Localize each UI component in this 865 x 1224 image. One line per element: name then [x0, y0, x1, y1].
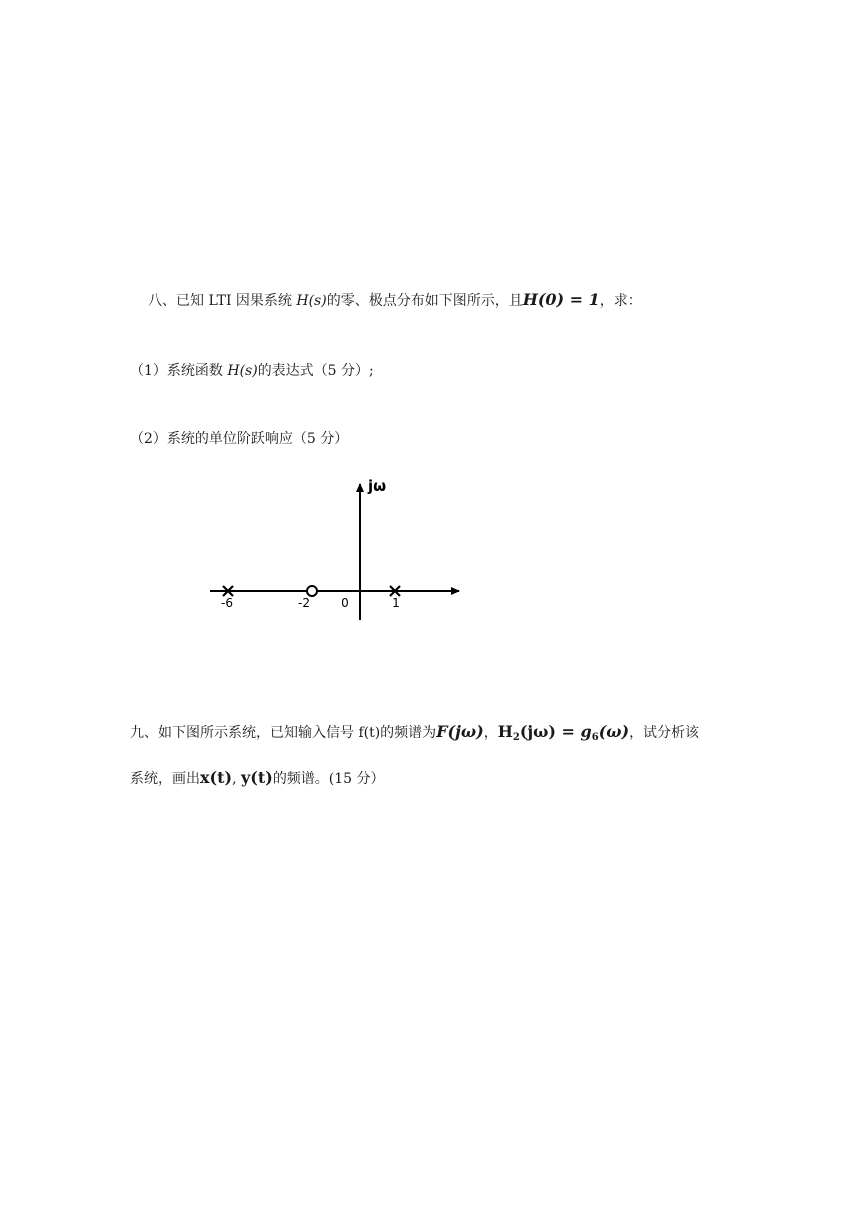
q8-h0-formula: H(0) = 1	[522, 290, 600, 309]
q9-h2-base: H	[497, 722, 513, 741]
q9-h2-rest: (jω) =	[519, 722, 581, 741]
q8-part1-post: 的表达式（5 分）;	[257, 363, 374, 379]
q8-intro-mid: 的零、极点分布如下图所示，且	[326, 293, 523, 309]
q9-h2-sub: 2	[512, 732, 520, 743]
q9-g6-rest: (ω)	[598, 722, 630, 741]
q9-line1-pre: 九、如下图所示系统，已知输入信号 f(t)的频谱为	[130, 725, 437, 741]
q9-f-formula: F(jω)	[436, 722, 484, 741]
q8-intro-post: ，求：	[599, 293, 642, 309]
q9-xt-formula: x(t)	[200, 768, 233, 787]
q9-sep2: ,	[232, 771, 241, 787]
q9-h2-formula	[498, 722, 629, 741]
q9-sep1: ，	[483, 725, 498, 741]
q9-line2-post: 的频谱。(15 分）	[272, 771, 385, 787]
q8-part1-pre: （1）系统函数	[130, 363, 228, 379]
tick-label: 1	[392, 596, 400, 610]
tick-label: -6	[221, 596, 233, 610]
tick-label: 0	[341, 596, 349, 610]
tick-label: -2	[298, 596, 310, 610]
q9-line1-post: ，试分析该	[629, 725, 700, 741]
q9-line2	[130, 768, 385, 789]
q9-g6-base: g	[580, 722, 592, 741]
q8-part1-hs: H(s)	[227, 363, 258, 379]
q8-hs: H(s)	[296, 293, 327, 309]
q8-intro-pre: 八、已知 LTI 因果系统	[148, 293, 297, 309]
q9-yt-formula: y(t)	[240, 768, 273, 787]
q9-line1	[130, 722, 699, 748]
zero-marker	[307, 586, 317, 596]
q9-g6-sub: 6	[591, 732, 599, 743]
q9-line2-pre: 系统，画出	[130, 771, 200, 787]
q8-part2-text: （2）系统的单位阶跃响应（5 分）	[130, 431, 349, 447]
imaginary-axis-label: jω	[368, 477, 387, 495]
